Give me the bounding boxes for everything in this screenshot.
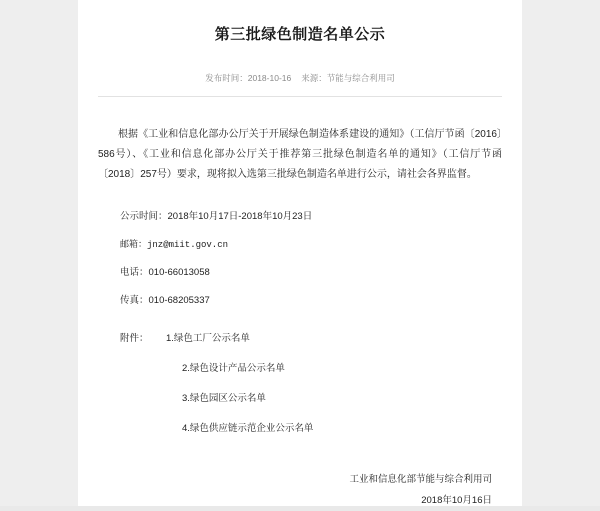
- attachments-label: 附件：: [120, 333, 149, 344]
- publish-time: 发布时间：2018-10-16: [205, 73, 292, 83]
- document-source: 来源：节能与综合利用司: [301, 73, 395, 83]
- signature-date: 2018年10月16日: [421, 495, 492, 506]
- attachments-list: [166, 331, 502, 451]
- attachment-link[interactable]: 1.绿色工厂公示名单: [166, 333, 250, 344]
- list-item: 邮箱：jnz@miit.gov.cn: [120, 240, 229, 250]
- list-item: 电话：010-66013058: [120, 267, 210, 278]
- signature-organization: 工业和信息化部节能与综合利用司: [349, 474, 492, 485]
- list-item: 传真：010-68205337: [120, 295, 210, 306]
- document-content: [78, 0, 522, 506]
- body-paragraph: 根据《工业和信息化部办公厅关于开展绿色制造体系建设的通知》（工信厅节函〔2016〕586号）、《工业和信息化部办公厅关于推荐第三批绿色制造名单的通知》（工信厅节函〔2018〕257号）要求，现将拟入选第三批绿色制造名单进行公示，请社会各界监督。: [98, 129, 502, 180]
- header-divider: [98, 96, 502, 97]
- page-right-margin: [522, 0, 600, 506]
- attachment-link[interactable]: 3.绿色园区公示名单: [182, 393, 266, 404]
- list-item: 公示时间：2018年10月17日-2018年10月23日: [120, 211, 313, 222]
- page-left-margin: [0, 0, 78, 506]
- page-title: 第三批绿色制造名单公示: [214, 26, 386, 43]
- info-list: [92, 209, 508, 309]
- attachments-section: [92, 331, 508, 451]
- attachment-link[interactable]: 4.绿色供应链示范企业公示名单: [182, 423, 314, 434]
- attachment-link[interactable]: 2.绿色设计产品公示名单: [182, 363, 285, 374]
- attachments-row: [120, 331, 502, 451]
- document-meta: [92, 72, 508, 84]
